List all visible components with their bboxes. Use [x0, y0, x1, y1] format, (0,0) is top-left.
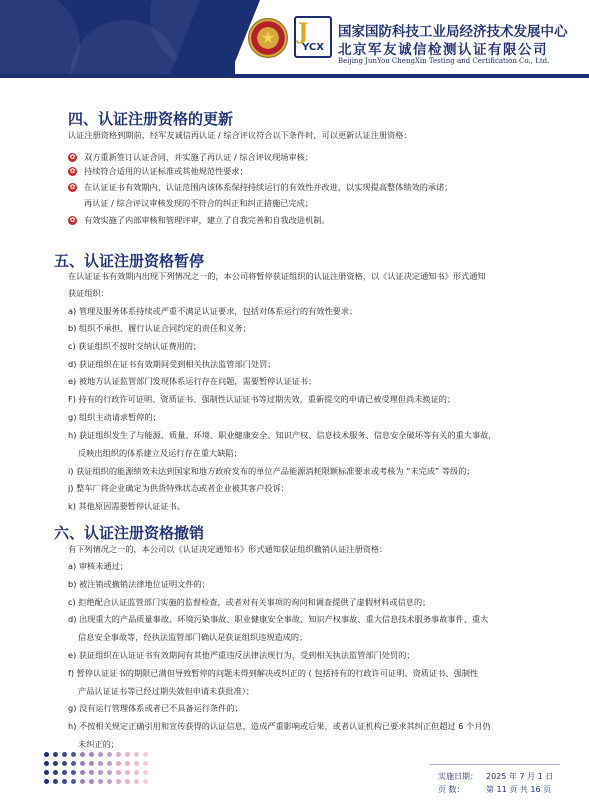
decorative-dot	[53, 770, 58, 775]
decorative-dot	[143, 779, 148, 784]
decorative-dot	[71, 761, 76, 766]
decorative-dot	[107, 761, 112, 766]
decorative-dot	[125, 761, 130, 766]
page-count-label: 页 数：	[438, 785, 465, 794]
section-5-heading: 五、认证注册资格暂停	[54, 252, 205, 270]
decorative-dot	[98, 752, 103, 757]
decorative-dot	[80, 770, 85, 775]
decorative-dot	[125, 779, 130, 784]
star-bullet-icon: ✿	[69, 183, 76, 191]
list-item: a) 审核未通过；	[68, 561, 128, 571]
list-item-continued: 未纠正的；	[78, 739, 119, 749]
list-item: c) 获证组织不按时交纳认证费用的；	[68, 341, 202, 351]
decorative-dot	[107, 779, 112, 784]
decorative-dot	[98, 779, 103, 784]
list-item: h) 获证组织发生了与能源、质量、环境、职业健康安全、知识产权、信息技术服务、信息安全破坏等有关的重大事故，	[68, 430, 497, 440]
decorative-dot	[134, 770, 139, 775]
decorative-dot	[98, 770, 103, 775]
decorative-dot	[89, 770, 94, 775]
decorative-dot	[62, 761, 67, 766]
decorative-dot	[53, 752, 58, 757]
list-item: e) 获证组织在认证证书有效期间有其他严重违反法律法规行为，受到相关执法监管部门处罚的；	[68, 650, 415, 660]
star-bullet-icon: ✿	[69, 153, 76, 161]
footer-rule	[430, 764, 560, 765]
org-name-cn-line2: 北京军友诚信检测认证有限公司	[338, 42, 548, 58]
list-item: a) 管理及服务体系持续或严重不满足认证要求，包括对体系运行的有效性要求；	[68, 306, 358, 316]
decorative-dot	[116, 761, 121, 766]
org-name-en: Beijing JunYou ChengXin Testing and Certification Co., Ltd.	[338, 57, 550, 65]
decorative-dot	[116, 770, 121, 775]
decorative-dot	[80, 752, 85, 757]
decorative-dot	[53, 779, 58, 784]
decorative-dot	[143, 752, 148, 757]
list-item: g) 没有运行管理体系或者已不具备运行条件的；	[68, 703, 243, 713]
emblem-logo: ★	[248, 18, 288, 58]
list-item: b) 组织不承担、履行认证合同约定的责任和义务；	[68, 323, 251, 333]
decorative-dot	[134, 752, 139, 757]
decorative-dot	[125, 752, 130, 757]
list-item: i) 获证组织的能源绩效未达到国家和地方政府发布的单位产品能源消耗限额标准要求或考核为 “未完成” 等级的；	[68, 466, 475, 476]
decorative-dot	[71, 770, 76, 775]
decorative-dot	[89, 779, 94, 784]
decorative-dot	[44, 752, 49, 757]
star-bullet-icon: ✿	[69, 167, 76, 175]
list-item: f) 暂停认证证书的期限已满但导致暂停的问题未得到解决或纠正的 ( 包括持有的行政许可证明、资质证书、强制性	[68, 668, 479, 678]
list-item: k) 其他原因需要暂停认证证书。	[68, 501, 185, 511]
section-6-intro: 有下列情况之一的，本公司以《认证决定通知书》形式通知获证组织撤销认证注册资格：	[68, 544, 388, 554]
decorative-dot	[62, 779, 67, 784]
decorative-dot	[89, 752, 94, 757]
list-item: d) 出现重大的产品质量事故、环境污染事故、职业健康安全事故、知识产权事故、重大信息技术服务事故事件、重大	[68, 614, 489, 624]
list-item: 有效实施了内部审核和管理评审，建立了自我完善和自我改进机制。	[84, 215, 330, 225]
decorative-dot	[80, 761, 85, 766]
page-count-value: 第 11 页 共 16 页	[486, 785, 552, 794]
list-item-continued: 信息安全事故等，经执法监管部门确认是获证组织违规造成的；	[78, 632, 308, 642]
decorative-dot	[71, 752, 76, 757]
decorative-dot	[62, 752, 67, 757]
list-item: b) 被注销或撤销法律地位证明文件的；	[68, 579, 210, 589]
decorative-dot	[143, 761, 148, 766]
decorative-dot	[89, 761, 94, 766]
decorative-dot	[116, 779, 121, 784]
list-item: g) 组织主动请求暂停的；	[68, 412, 161, 422]
list-item: F) 持有的行政许可证明、资质证书、强制性认证证书等过期失效，重新提交的申请已被受理但尚未换证的；	[68, 394, 456, 404]
list-item-continued: 反映出组织的体系建立及运行存在重大缺陷；	[78, 448, 242, 458]
decorative-dot	[53, 761, 58, 766]
decorative-dot	[98, 761, 103, 766]
effective-date-label: 实施日期：	[438, 772, 478, 781]
section-4-intro: 认证注册资格到期前，经军友诚信再认证 / 综合评议符合以下条件时，可以更新认证注册资格：	[68, 130, 412, 140]
list-item: e) 被地方认证监管部门发现体系运行存在问题，需要暂停认证证书；	[68, 376, 317, 386]
effective-date-value: 2025 年 7 月 1 日	[486, 772, 554, 781]
decorative-dot	[44, 770, 49, 775]
decorative-dot	[80, 779, 85, 784]
list-item: j) 整车厂将企业确定为供货特殊状态或者企业被其客户投诉；	[68, 483, 289, 493]
section-5-intro: 在认证证书有效期内出现下列情况之一的，本公司将暂停获证组织的认证注册资格，以《认证决定通知书》形式通知	[68, 271, 486, 281]
section-6-heading: 六、认证注册资格撤销	[54, 524, 205, 542]
list-item-continued: 产品认证证书等已经过期失效但申请未获批准）；	[78, 686, 255, 696]
decorative-dot	[134, 761, 139, 766]
decorative-dot	[134, 779, 139, 784]
list-item-continued: 再认证 / 综合评议审核发现的不符合的纠正和纠正措施已完成；	[84, 198, 314, 208]
jycx-logo: J YCX	[294, 16, 332, 58]
decorative-dot	[71, 779, 76, 784]
decorative-dot	[143, 770, 148, 775]
list-item: 持续符合适用的认证标准或其他规范性要求；	[84, 166, 248, 176]
list-item: 双方重新签订认证合同，并实施了再认证 / 综合评议现场审核；	[84, 152, 314, 162]
decorative-dot	[107, 752, 112, 757]
decorative-dot	[62, 770, 67, 775]
list-item: d) 获证组织在证书有效期间受到相关执法监管部门处罚；	[68, 359, 276, 369]
star-bullet-icon: ✿	[69, 216, 76, 224]
list-item: c) 拒绝配合认证监管部门实施的监督检查，或者对有关事项的询问和调查提供了虚假材料或信息的；	[68, 597, 431, 607]
section-5-intro-cont: 获证组织：	[68, 288, 109, 298]
list-item: 在认证证书有效期内，认证范围内该体系保持持续运行的有效性并改进，以实现提高整体绩效的承诺；	[84, 182, 453, 192]
decorative-dot	[44, 779, 49, 784]
list-item: h) 不按相关规定正确引用和宣传获得的认证信息，造成严重影响或后果，或者认证机构已要求其纠正但超过 6 个月仍	[68, 721, 491, 731]
section-4-heading: 四、认证注册资格的更新	[68, 110, 234, 128]
decorative-dot	[125, 770, 130, 775]
decorative-dot	[116, 752, 121, 757]
decorative-dot	[107, 770, 112, 775]
decorative-dot	[44, 761, 49, 766]
org-name-cn-line1: 国家国防科技工业局经济技术发展中心	[338, 24, 568, 40]
